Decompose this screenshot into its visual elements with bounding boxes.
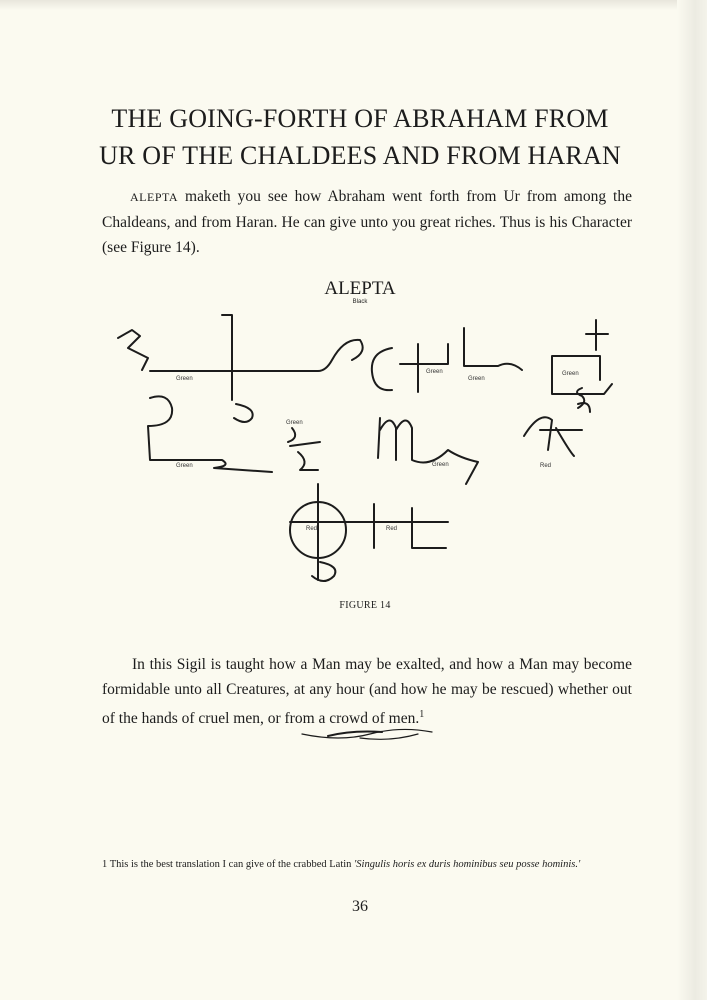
sigil-glyph-m <box>378 418 478 484</box>
intro-text: maketh you see how Abraham went forth from Ur from among the Chaldeans, and from Haran. He can give unto you great riches. Thus is his Character (see Figure 14). <box>102 188 632 256</box>
sigil-glyph-five-2 <box>577 388 584 408</box>
label-green-4: Green <box>562 371 579 377</box>
label-red-3: Red <box>386 526 398 532</box>
sigil-cross-2 <box>290 484 448 580</box>
sigil-glyph-five-3 <box>312 562 335 581</box>
sigil-glyph-e <box>552 320 612 394</box>
footnote <box>102 856 642 873</box>
sigil-glyph-l <box>464 328 522 370</box>
decorative-flourish <box>300 722 440 746</box>
sigil-glyph-hook <box>118 330 148 370</box>
intro-sigil-name: ALEPTA <box>130 190 179 204</box>
sigil-line-1 <box>150 340 363 371</box>
title-line-2: UR OF THE CHALDEES AND FROM HARAN <box>99 141 621 170</box>
sigil-cross-1 <box>400 344 448 392</box>
figure-caption: FIGURE 14 <box>339 600 391 611</box>
footnote-quote: 'Singulis horis ex duris hominibus seu posse hominis.' <box>354 859 581 870</box>
sigil-glyph-c <box>372 348 392 390</box>
label-red-1: Red <box>540 463 552 469</box>
footnote-text: This is the best translation I can give of the crabbed Latin <box>109 859 355 870</box>
page-number: 36 <box>352 898 368 915</box>
footnote-reference: 1 <box>419 709 425 720</box>
sigil-color-note: Black <box>352 299 368 305</box>
sigil-glyph-r <box>524 403 590 456</box>
label-green-3: Green <box>468 376 485 382</box>
label-green-6: Green <box>176 463 193 469</box>
label-red-2: Red <box>306 526 318 532</box>
sigil-glyph-swirl <box>288 428 320 470</box>
label-green-7: Green <box>432 462 449 468</box>
label-green-1: Green <box>176 376 193 382</box>
label-green-5: Green <box>286 420 303 426</box>
footnote-marker: 1 <box>102 859 108 870</box>
body-text: In this Sigil is taught how a Man may be exalted, and how a Man may become formidable unto all Creatures, at any hour (and how he may be rescued) whether out of the hands of cruel men, or from a crowd of men. <box>102 656 632 728</box>
label-green-2: Green <box>426 369 443 375</box>
sigil-glyph-p <box>148 396 272 472</box>
sigil-title: ALEPTA <box>324 278 396 299</box>
sigil-vertical-1 <box>222 315 232 400</box>
sigil-glyph-five-1 <box>234 404 253 422</box>
title-line-1: THE GOING-FORTH OF ABRAHAM FROM <box>111 104 609 133</box>
body-paragraph <box>102 652 632 731</box>
